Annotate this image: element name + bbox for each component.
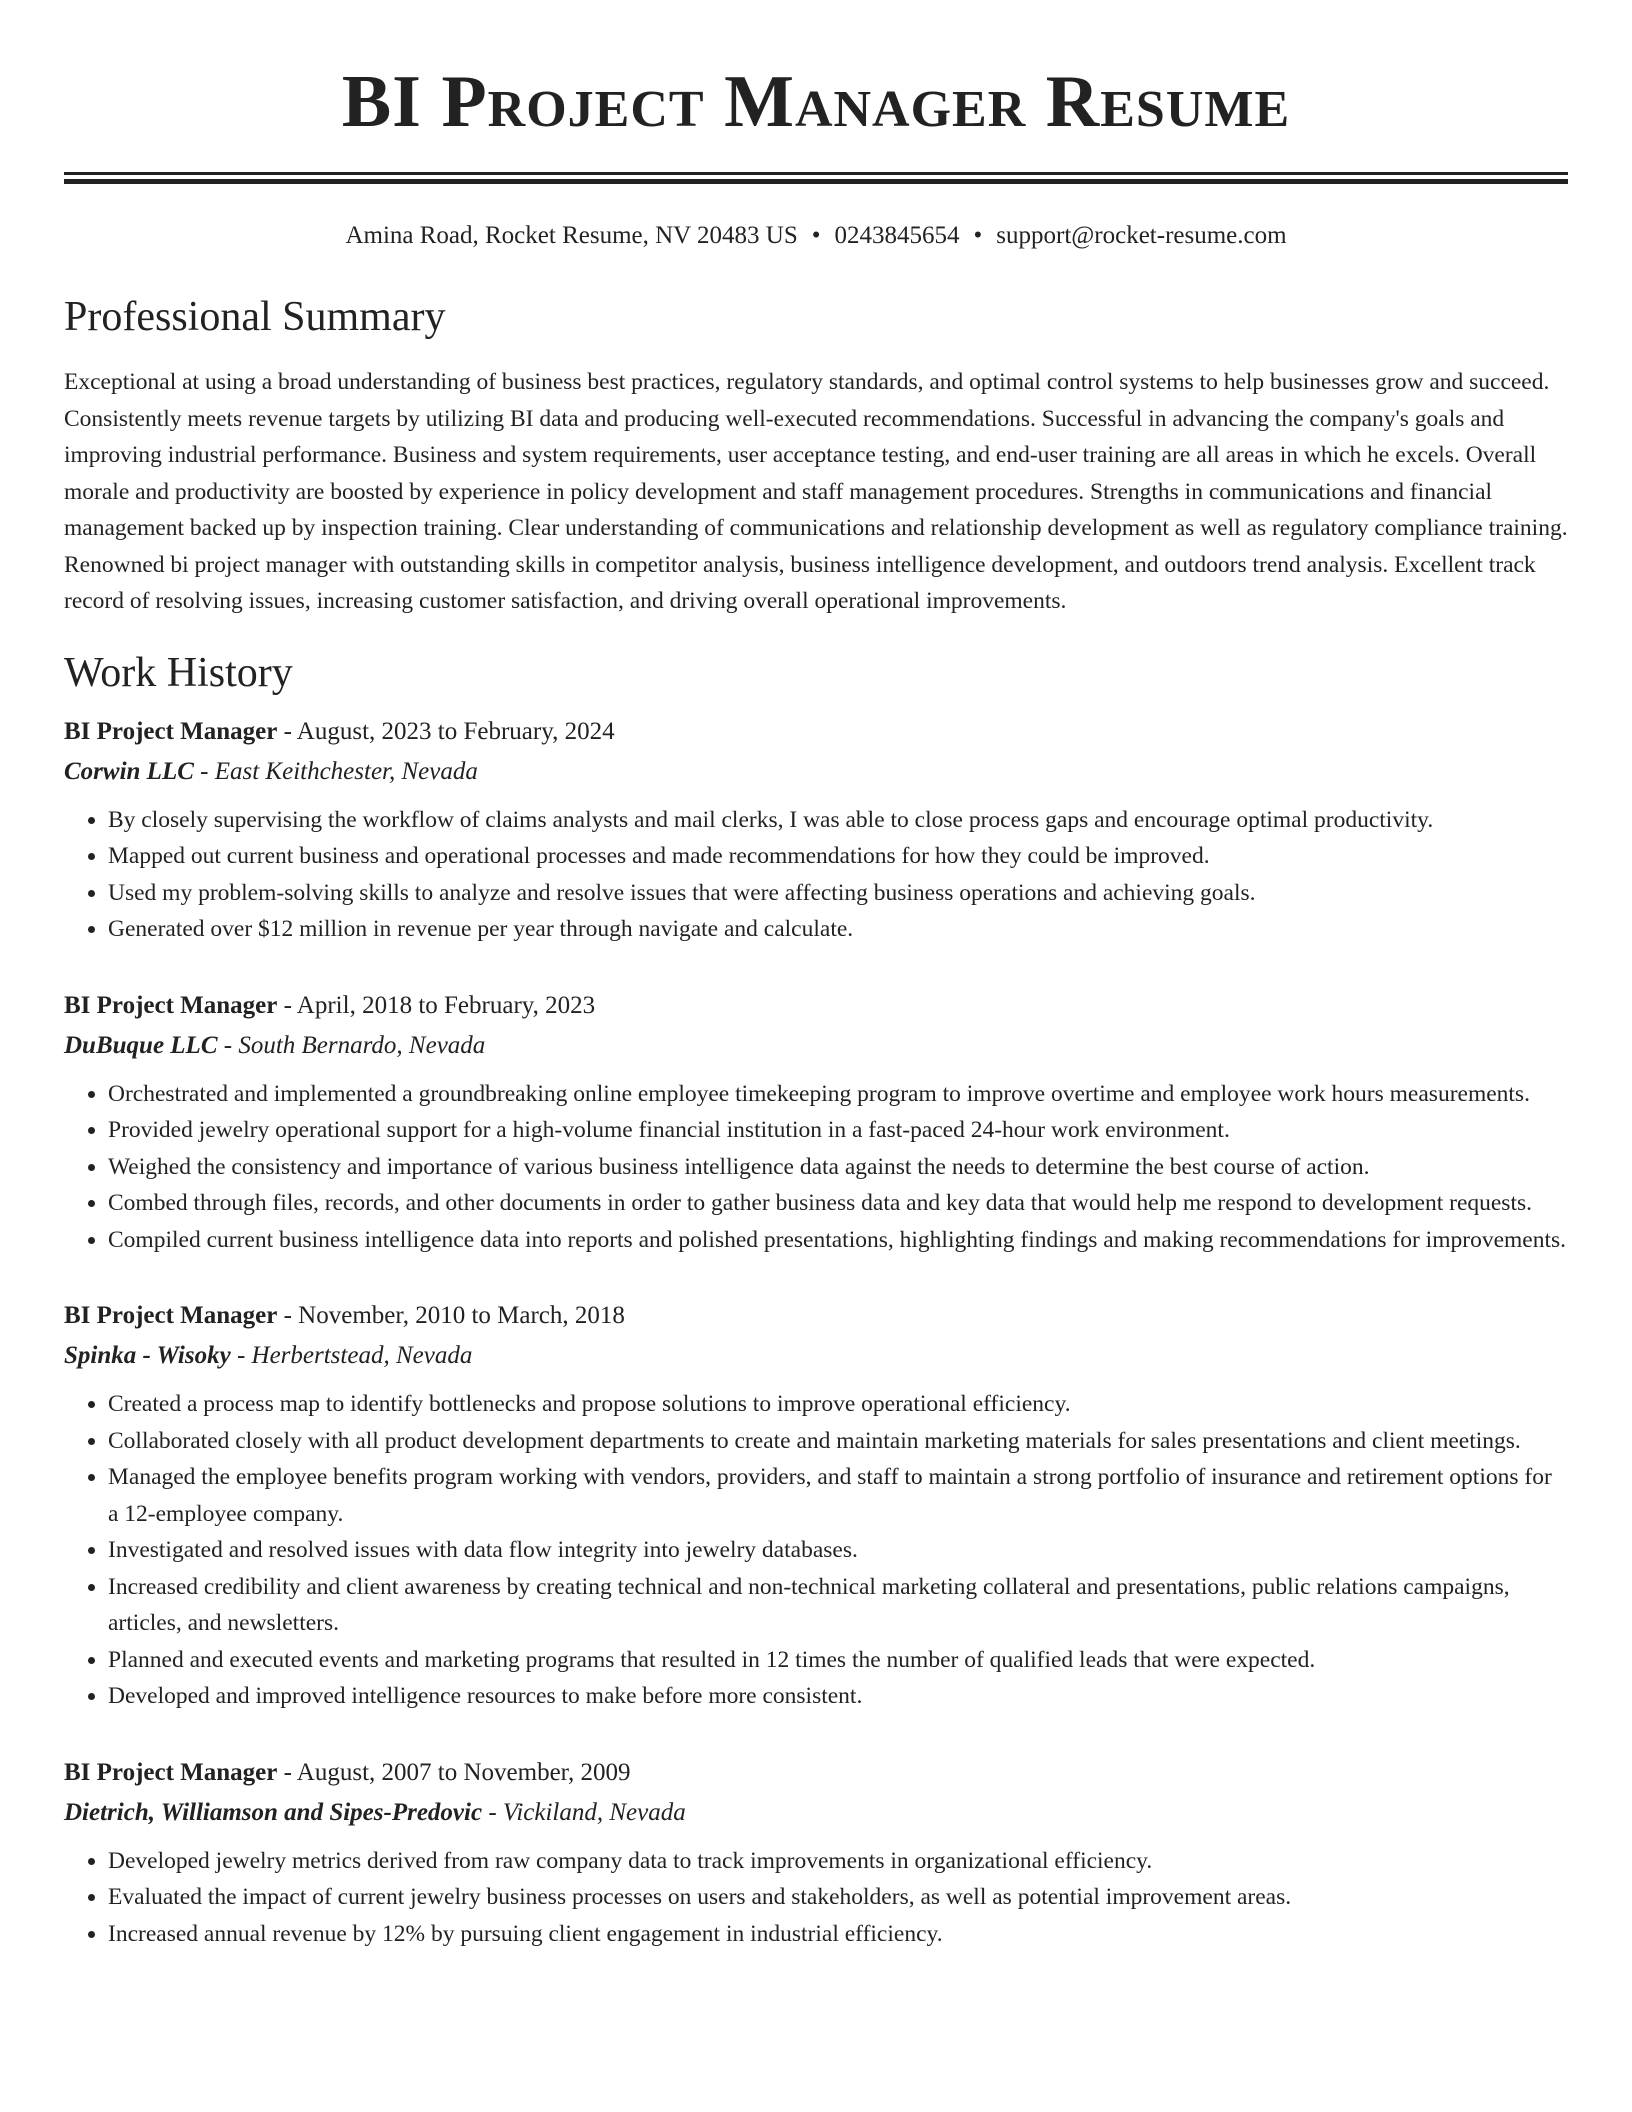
job-dates: - November, 2010 to March, 2018 bbox=[277, 1302, 625, 1329]
contact-separator: • bbox=[811, 222, 821, 249]
summary-text: Exceptional at using a broad understanding of business best practices, regulatory standards, and optimal control systems to help businesses grow and succeed. Consistently meets revenue targets by utilizing BI data and producing well-executed recommendations. Successful in advancing the company's goals and improving industrial performance. Business and system requirements, user acceptance testing, and end-user training are all areas in which he excels. Overall morale and productivity are boosted by experience in policy development and staff management procedures. Strengths in communications and financial management backed up by inspection training. Clear understanding of communications and relationship development as well as regulatory compliance training. Renowned bi project manager with outstanding skills in competitor analysis, business intelligence development, and outdoors trend analysis. Excellent track record of resolving issues, increasing customer satisfaction, and driving overall operational improvements. bbox=[64, 369, 1568, 614]
title-divider bbox=[64, 172, 1568, 184]
duty-list bbox=[64, 802, 1568, 948]
job-entry bbox=[64, 1296, 1568, 1715]
duty-list bbox=[64, 1843, 1568, 1953]
company-line bbox=[64, 1336, 1568, 1376]
resume-page bbox=[64, 0, 1568, 1952]
company-name: Spinka - Wisoky bbox=[64, 1342, 231, 1369]
duty-list bbox=[64, 1076, 1568, 1259]
company-location: - South Bernardo, Nevada bbox=[217, 1031, 486, 1059]
job-entry bbox=[64, 1753, 1568, 1953]
job-entry bbox=[64, 986, 1568, 1259]
job-title-line bbox=[64, 712, 1568, 752]
company-name: DuBuque LLC bbox=[64, 1031, 218, 1059]
duty-item: • Combed through files, records, and other documents in order to gather business data and key data that would help me respond to development requests. bbox=[108, 1185, 1568, 1222]
duty-list bbox=[64, 1386, 1568, 1715]
company-location: - Vickiland, Nevada bbox=[482, 1798, 686, 1826]
company-location: - Herbertstead, Nevada bbox=[230, 1342, 473, 1369]
job-title: BI Project Manager bbox=[64, 717, 278, 745]
duty-item: • Created a process map to identify bottlenecks and propose solutions to improve operational efficiency. bbox=[108, 1386, 1568, 1423]
work-history-heading: Work History bbox=[64, 649, 293, 696]
duty-item: • Developed and improved intelligence resources to make before more consistent. bbox=[108, 1678, 1568, 1715]
work-history-list bbox=[64, 712, 1568, 1953]
job-title-line bbox=[64, 1296, 1568, 1336]
duty-item: • Managed the employee benefits program working with vendors, providers, and staff to maintain a strong portfolio of insurance and retirement options for a 12-employee company. bbox=[108, 1459, 1568, 1532]
company-line bbox=[64, 752, 1568, 792]
job-title-line bbox=[64, 986, 1568, 1026]
duty-item: • Compiled current business intelligence data into reports and polished presentations, highlighting findings and making recommendations for improvements. bbox=[108, 1222, 1568, 1259]
job-title-line bbox=[64, 1753, 1568, 1793]
duty-item: • Weighed the consistency and importance of various business intelligence data against the needs to determine the best course of action. bbox=[108, 1149, 1568, 1186]
contact-email: support@rocket-resume.com bbox=[996, 222, 1287, 249]
contact-line bbox=[64, 220, 1568, 252]
job-dates: - August, 2007 to November, 2009 bbox=[277, 1758, 631, 1786]
duty-item: • Planned and executed events and marketing programs that resulted in 12 times the number of qualified leads that were expected. bbox=[108, 1642, 1568, 1679]
duty-item: • Developed jewelry metrics derived from raw company data to track improvements in organizational efficiency. bbox=[108, 1843, 1568, 1880]
duty-item: • Generated over $12 million in revenue per year through navigate and calculate. bbox=[108, 911, 1568, 948]
duty-item: • Mapped out current business and operational processes and made recommendations for how they could be improved. bbox=[108, 838, 1568, 875]
contact-phone: 0243845654 bbox=[834, 222, 960, 249]
job-title: BI Project Manager bbox=[64, 1758, 278, 1786]
duty-item: • Increased annual revenue by 12% by pursuing client engagement in industrial efficiency. bbox=[108, 1916, 1568, 1953]
job-title: BI Project Manager bbox=[64, 1302, 278, 1329]
duty-item: • Provided jewelry operational support for a high-volume financial institution in a fast-paced 24-hour work environment. bbox=[108, 1112, 1568, 1149]
job-entry bbox=[64, 712, 1568, 948]
duty-item: • Evaluated the impact of current jewelry business processes on users and stakeholders, as well as potential improvement areas. bbox=[108, 1879, 1568, 1916]
duty-item: • Collaborated closely with all product development departments to create and maintain marketing materials for sales presentations and client meetings. bbox=[108, 1423, 1568, 1460]
duty-item: • By closely supervising the workflow of claims analysts and mail clerks, I was able to close process gaps and encourage optimal productivity. bbox=[108, 802, 1568, 839]
duty-item: • Orchestrated and implemented a groundbreaking online employee timekeeping program to improve overtime and employee work hours measurements. bbox=[108, 1076, 1568, 1113]
duty-item: • Increased credibility and client awareness by creating technical and non-technical marketing collateral and presentations, public relations campaigns, articles, and newsletters. bbox=[108, 1569, 1568, 1642]
company-line bbox=[64, 1026, 1568, 1066]
company-name: Dietrich, Williamson and Sipes-Predovic bbox=[64, 1798, 483, 1826]
company-name: Corwin LLC bbox=[64, 757, 194, 785]
job-dates: - August, 2023 to February, 2024 bbox=[277, 717, 615, 745]
company-location: - East Keithchester, Nevada bbox=[193, 757, 478, 785]
duty-item: • Used my problem-solving skills to analyze and resolve issues that were affecting business operations and achieving goals. bbox=[108, 875, 1568, 912]
job-title: BI Project Manager bbox=[64, 991, 278, 1019]
resume-title: BI Project Manager Resume bbox=[341, 61, 1291, 143]
contact-address: Amina Road, Rocket Resume, NV 20483 US bbox=[345, 222, 798, 249]
job-dates: - April, 2018 to February, 2023 bbox=[277, 991, 596, 1019]
duty-item: • Investigated and resolved issues with data flow integrity into jewelry databases. bbox=[108, 1532, 1568, 1569]
company-line bbox=[64, 1793, 1568, 1833]
summary-heading: Professional Summary bbox=[64, 294, 446, 340]
contact-separator: • bbox=[973, 222, 983, 249]
